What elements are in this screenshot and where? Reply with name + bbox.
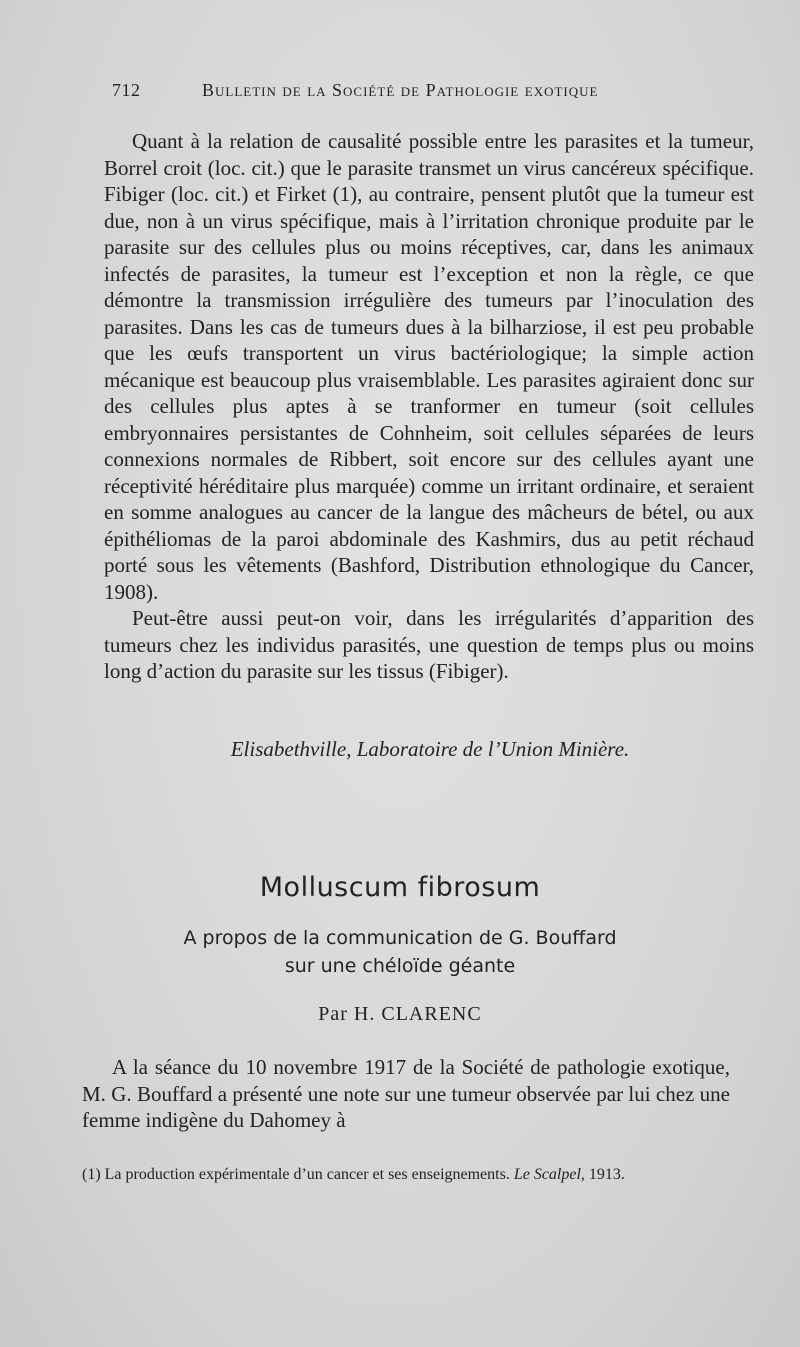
- paragraph: Quant à la relation de causalité possible entre les parasites et la tumeur, Borrel croit (loc. cit.) que le parasite transmet un virus cancéreux spécifique. Fibiger (loc. cit.) et Firket (1), au contraire, pensent plutôt que la tumeur est due, non à un virus spécifique, mais à l’irritation chronique produite par le parasite sur des cellules plus ou moins réceptives, car, dans les animaux infectés de parasites, la tumeur est l’exception et non la règle, ce que démontre la transmission irrégulière des tumeurs par l’inoculation des parasites. Dans les cas de tumeurs dues à la bilharziose, il est peu probable que les œufs transportent un virus bactériologique; la simple action mécanique est beaucoup plus vraisemblable. Les parasites agiraient donc sur des cellules plus aptes à se tranformer en tumeur (soit cellules embryonnaires persistantes de Cohnheim, soit cellules séparées de leurs connexions normales de Ribbert, soit encore sur des cellules ayant une réceptivité héréditaire plus marquée) comme un irritant ordinaire, et seraient en somme analogues au cancer de la langue des mâcheurs de bétel, ou aux épithéliomas de la paroi abdominale des Kashmirs, dus au petit réchaud porté sous les vêtements (Bashford, Distribution ethnologique du Cancer, 1908).: [104, 129, 754, 604]
- signature-line: Elisabethville, Laboratoire de l’Union Minière.: [230, 737, 630, 761]
- article-title: Molluscum fibrosum: [259, 872, 541, 903]
- paragraph: Peut-être aussi peut-on voir, dans les irrégularités d’apparition des tumeurs chez les individus parasités, une question de temps plus ou moins long d’action du parasite sur les tissus (Fibiger).: [104, 606, 754, 683]
- running-title: Bulletin de la Société de Pathologie exotique: [202, 80, 599, 100]
- page-number: 712: [112, 80, 141, 100]
- footnote-source: Le Scalpel,: [513, 1166, 585, 1183]
- footnote: [82, 1165, 732, 1185]
- author-byline: Par H. CLARENC: [318, 1003, 482, 1025]
- paragraph: A la séance du 10 novembre 1917 de la Société de pathologie exotique, M. G. Bouffard a présenté une note sur une tumeur observée par lui chez une femme indigène du Dahomey à: [82, 1055, 730, 1132]
- section-body: [104, 128, 754, 685]
- article-body: [82, 1054, 730, 1134]
- subtitle-line: A propos de la communication de G. Bouffard: [183, 927, 617, 949]
- article-subtitle: [0, 924, 800, 980]
- subtitle-line: sur une chéloïde géante: [284, 955, 516, 977]
- footnote-text: (1) La production expérimentale d’un cancer et ses enseignements.: [82, 1166, 510, 1183]
- footnote-year: 1913.: [588, 1166, 625, 1183]
